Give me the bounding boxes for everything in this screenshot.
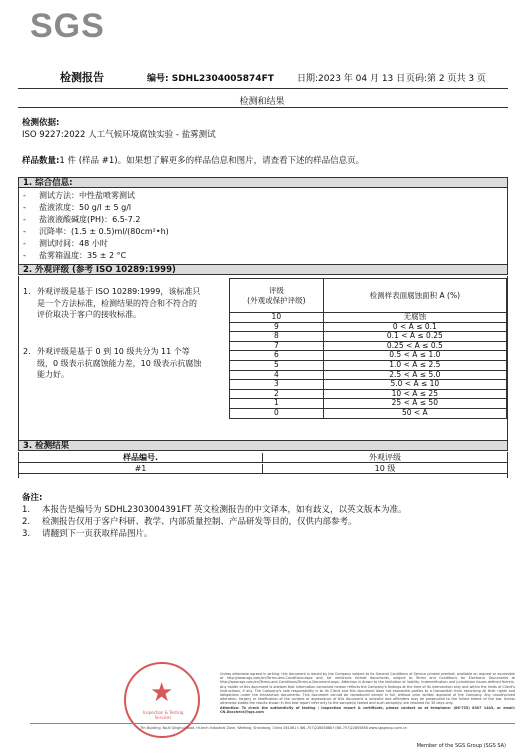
section-results-header: 3. 检测结果 bbox=[18, 440, 508, 451]
table-row: 7 0.25 < A ≤ 0.5 bbox=[230, 341, 507, 351]
sample-quantity-label: 样品数量: bbox=[22, 156, 60, 166]
report-title: 检测报告 bbox=[60, 71, 104, 84]
table-row: 3 5.0 < A ≤ 10 bbox=[230, 380, 507, 390]
table-row: 8 0.1 < A ≤ 0.25 bbox=[230, 332, 507, 342]
condition-item: - 沉降率：(1.5 ± 0.5)ml/(80cm²•h) bbox=[23, 227, 169, 236]
condition-item: - 测试方法：中性盐喷雾测试 bbox=[23, 191, 135, 200]
test-basis-label: 检测依据: bbox=[22, 118, 60, 128]
table-row: 4 2.5 < A ≤ 5.0 bbox=[230, 370, 507, 380]
footer-fine-print: Unless otherwise agreed in writing, this document is issued by the Company subject to its General Conditions of Service printed overleaf, available on request or accessible at http://www.sgs.com/en/Terms-and-Conditions.aspx and, for electronic format documents, subject to Terms and Conditions for Electronic Documents at http://www.sgs.com/en/Terms-and-Conditions/Terms-e-Document.aspx. Attention is drawn to the limitation of liability, indemnification and jurisdiction issues defined therein. Any holder of this document is advised that information contained hereon reflects the Company's findings at the time of its intervention only and within the limits of Client's instructions, if any. The Company's sole responsibility is to its Client and this document does not exonerate parties to a transaction from exercising all their rights and obligations under the transaction documents. This document cannot be reproduced except in full, without prior written approval of the Company. Any unauthorized alteration, forgery or falsification of the content or appearance of this document is unlawful and offenders may be prosecuted to the fullest extent of the law. Unless otherwise stated the results shown in this test report refer only to the sample(s) tested and such sample(s) are retained for 30 days only. Attention: To check the authenticity of testing / inspection report & certificate, please contact us at telephone: (86-755) 8307 1443, or email: CN.Doccheck@sgs.com bbox=[220, 672, 515, 714]
grade-column-header: 评级 (外观或保护评级) bbox=[230, 279, 324, 313]
report-date: 日期:2023 年 04 月 13 日 bbox=[297, 74, 406, 84]
header-rule-top bbox=[18, 88, 508, 89]
sample-id: #1 bbox=[19, 464, 263, 474]
table-row: 6 0.5 < A ≤ 1.0 bbox=[230, 351, 507, 361]
report-page: 页码:第 2 页共 3 页 bbox=[406, 74, 486, 84]
sgs-logo bbox=[30, 6, 110, 46]
section-rating-header: 2. 外观评级 (参考 ISO 10289:1999) bbox=[18, 264, 508, 275]
remarks bbox=[22, 492, 407, 540]
condition-item: - 盐液液酸碱度(PH)：6.5-7.2 bbox=[23, 215, 141, 224]
area-column-header: 检测样表面腐蚀面积 A (%) bbox=[323, 279, 506, 313]
results-header-row bbox=[19, 453, 507, 463]
sgs-logo-text: SGS bbox=[30, 7, 105, 45]
condition-item: - 测试时间：48 小时 bbox=[23, 239, 108, 248]
test-basis-text: ISO 9227:2022 人工气候环境腐蚀实验 - 盐雾测试 bbox=[22, 130, 216, 140]
sgs-member-note: Member of the SGS Group (SGS SA) bbox=[416, 743, 506, 749]
table-row: 9 0 < A ≤ 0.1 bbox=[230, 322, 507, 332]
table-row bbox=[19, 464, 507, 474]
section-title: 检测和结果 bbox=[239, 97, 285, 107]
seal-text: Inspection & Testing Services bbox=[142, 710, 184, 720]
authenticity-notice: Attention: To check the authenticity of testing / inspection report & certificate, please contact us at telephone: (86-755) 8307 1443, or email: CN.Doccheck@sgs.com bbox=[220, 705, 515, 714]
sample-no-header: 样品编号. bbox=[19, 453, 263, 463]
rating-note: 1. 外观评级是基于 ISO 10289:1999，该标准只是一个方法标准，检测结果的符合和不符合的评价取决于客户的接收标准。 bbox=[23, 287, 201, 319]
star-icon: ★ bbox=[150, 678, 174, 708]
rating-table-header bbox=[230, 279, 507, 313]
condition-item: - 盐液浓度：50 g/l ± 5 g/l bbox=[23, 203, 132, 212]
table-row: 5 1.0 < A ≤ 2.5 bbox=[230, 360, 507, 370]
rating-note: 2. 外观评级是基于 0 到 10 级共分为 11 个等级，0 级表示抗腐蚀能力差，10 级表示抗腐蚀能力好。 bbox=[23, 347, 202, 379]
remark-item: 1. 本报告是编号为 SDHL2303004391FT 英文检测报告的中文译本，如有歧义，以英文版本为准。 bbox=[22, 505, 407, 515]
rating-table bbox=[229, 278, 507, 419]
report-number: 编号: SDHL2304005874FT bbox=[147, 74, 274, 84]
table-row: 2 10 < A ≤ 25 bbox=[230, 389, 507, 399]
table-row: 1 25 < A ≤ 50 bbox=[230, 399, 507, 409]
footer-address: 7th Building, No.6 Qinghui Road, Hi-tech Industrial Zone, Weifang, Shandong, China 261061 t (86–757)22805888 f (86–757)22805858 www.sgsgroup.com.cn bbox=[140, 726, 407, 730]
sample-quantity-text: 1 件 (样品 #1)。如果想了解更多的样品信息和图片，请查看下述的样品信息页。 bbox=[59, 156, 365, 166]
table-row: 0 50 < A bbox=[230, 408, 507, 418]
condition-item: - 盐雾箱温度：35 ± 2 °C bbox=[23, 251, 127, 260]
table-row: 10 无腐蚀 bbox=[230, 313, 507, 323]
remarks-title: 备注: bbox=[22, 493, 43, 503]
general-info-box bbox=[18, 188, 508, 264]
rating-header: 外观评级 bbox=[369, 453, 401, 462]
sample-quantity bbox=[22, 154, 364, 166]
results-box bbox=[18, 452, 508, 478]
rating-box bbox=[18, 276, 508, 440]
remark-item: 2. 检测报告仅用于客户科研、教学、内部质量控制、产品研发等目的，仅供内部参考。 bbox=[22, 517, 357, 527]
remark-item: 3. 请翻到下一页获取样品图片。 bbox=[22, 529, 153, 539]
footer-rule bbox=[30, 723, 515, 724]
sample-rating: 10 级 bbox=[374, 464, 396, 473]
report-header bbox=[60, 71, 510, 85]
header-rule-bottom bbox=[18, 107, 508, 108]
test-basis bbox=[22, 117, 216, 141]
section-general-info-header: 1. 综合信息: bbox=[18, 177, 508, 188]
